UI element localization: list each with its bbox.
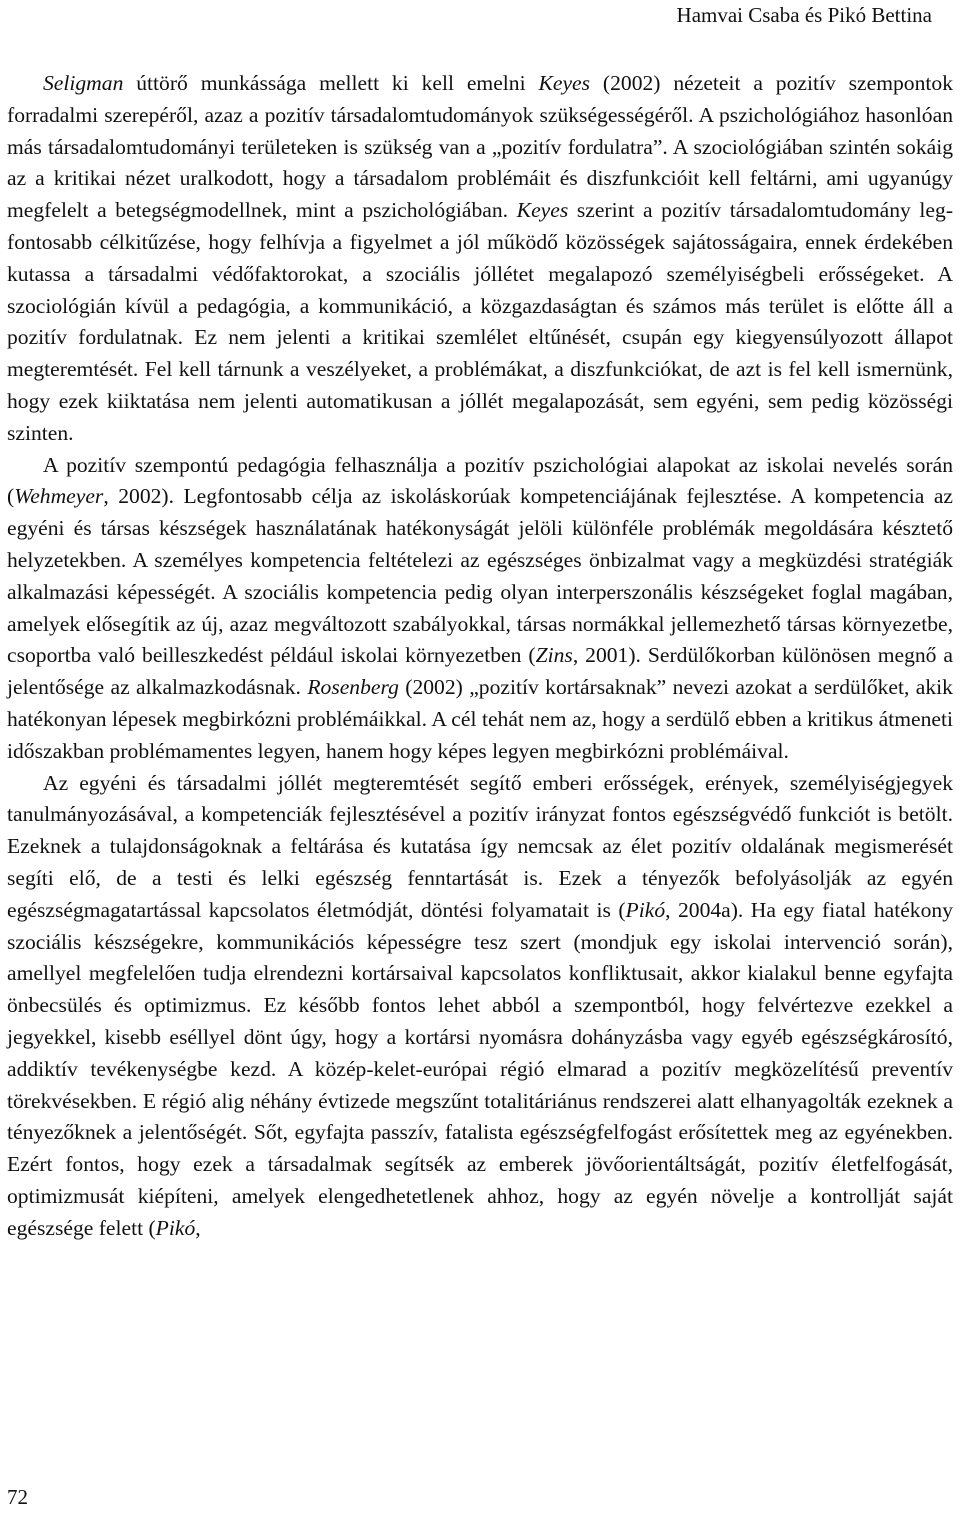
cited-author: Seligman: [43, 71, 124, 95]
text-run: Az egyéni és társadalmi jóllét megteremtését segítő emberi erősségek, erények, személyiségjegyek tanulmányozásával, a kompetenciák fejlesztésével a pozitív irányzat fontos egészségvédő funkciót is betölt. Ezeknek a tulajdonságoknak a feltárása és kutatása így nemcsak az élet pozitív oldalának megismerését segíti elő, de a testi és lelki egészség fenntartását is. Ezek a tényezők befolyásolják az egyén egészségmagatartással kapcsolatos életmódját, döntési folyamatait is (: [7, 770, 953, 922]
text-run: úttörő munkássága mellett ki kell emelni: [123, 71, 539, 95]
text-run: , 2004a). Ha egy fiatal hatékony szociális készségekre, kommunikációs képességre tesz szert (mondjuk egy iskolai intervenció során), amellyel megfelelően tudja elrendezni kortársaival kapcsolatos konfliktusait, akkor kialakul benne egyfajta önbecsülés és optimizmus. Ez később fontos lehet abból a szempontból, hogy felvértezve ezekkel a jegyekkel, kisebb eséllyel dönt úgy, hogy a kortársi nyomásra dohányzásba vagy egyéb egészségkárosító, addiktív tevékenységbe kezd. A közép-kelet-európai régió elmarad a pozitív megközelítésű preventív törekvésekben. E régió alig néhány évtizede megszűnt totalitáriánus rendszerei alatt elhanyagolták ezeknek a tényezőknek a jelentőségét. Sőt, egyfajta passzív, fatalista egészségfelfogást erősítettek meg az egyénekben. Ezért fontos, hogy ezek a társadalmak segítsék az emberek jövőorientáltságát, pozitív életfelfogását, optimizmusát kiépíteni, amelyek elengedhetetlenek ahhoz, hogy az egyén növelje a kontrollját saját egészsége felett (: [7, 897, 953, 1240]
text-run: szerint a pozitív társadalomtudomány legfontosabb célkitűzése, hogy felhívja a figyelmet a jól működő közösségek sajátosságaira, ennek érdekében kutassa a társadalmi védőfaktorokat, a szociális jóllétet megalapozó személyiségbeli erősségeket. A szociológián kívül a pedagógia, a kommunikáció, a közgazdaságtan és számos más terület is előtte áll a pozitív fordulatnak. Ez nem jelenti a kritikai szemlélet eltűnését, csupán egy kiegyensúlyozott állapot megteremtését. Fel kell tárnunk a veszélyeket, a problémákat, a diszfunkciókat, de azt is fel kell ismernünk, hogy ezek kiiktatása nem jelenti automatikusan a jóllét megalapozását, sem egyéni, sem pedig közösségi szinten.: [7, 198, 954, 445]
paragraph: [7, 68, 953, 450]
running-head: Hamvai Csaba és Pikó Bettina: [676, 3, 932, 27]
page-number: 72: [7, 1485, 28, 1509]
cited-author: Keyes: [538, 71, 591, 95]
body-text: [7, 68, 953, 1244]
text-run: , 2002). Legfontosabb célja az iskoláskorúak kompetenciájának fejlesztése. A kompetencia az egyéni és társas készségek használatának hatékonyságát jelöli különféle problémák megoldására késztető helyzetekben. A személyes kompetencia feltételezi az egészséges önbizalmat vagy a megküzdési stratégiák alkalmazási képességét. A szociális kompetencia pedig olyan interperszonális készségeket foglal magában, amelyek elősegítik az új, azaz megváltozott szabályokkal, társas normákkal jellemezhető társas környezetbe, csoportba való beilleszkedést például iskolai környezetben (: [7, 484, 953, 668]
cited-author: Pikó: [155, 1215, 196, 1240]
cited-author: Wehmeyer: [14, 484, 104, 509]
cited-author: Zins: [535, 643, 573, 668]
paragraph: [7, 450, 953, 768]
paragraph: [7, 768, 953, 1245]
cited-author: Rosenberg: [307, 675, 399, 700]
text-run: (2002) „pozitív kortársaknak” nevezi azokat a serdülőket, akik hatékonyan lépesek megbirkózni problémáikkal. A cél tehát nem az, hogy a serdülő ebben a kritikus átmeneti időszakban problémamentes legyen, hanem hogy képes legyen megbirkózni problémáival.: [7, 675, 953, 763]
cited-author: Pikó: [625, 897, 666, 922]
text-run: ,: [195, 1215, 201, 1240]
text-run: (2002) nézeteit a pozitív szempontok forradalmi szerepéről, azaz a pozitív társadalomtudományok szükségességéről. A pszichológiához hasonlóan más társadalomtudományi területeken is szükség van a „pozitív fordulatra”. A szociológiában szintén sokáig az a kritikai nézet uralkodott, hogy a társadalom problémáit és diszfunkcióit kell feltárni, ami ugyanúgy megfelelt a betegségmodellnek, mint a pszichológiában.: [7, 71, 953, 223]
text-run: A pozitív szempontú pedagógia felhasználja a pozitív pszichológiai alapokat az iskolai nevelés során (: [7, 452, 953, 509]
text-run: , 2001). Serdülőkorban különösen megnő a jelentősége az alkalmazkodásnak.: [7, 643, 953, 700]
cited-author: Keyes: [516, 198, 569, 223]
